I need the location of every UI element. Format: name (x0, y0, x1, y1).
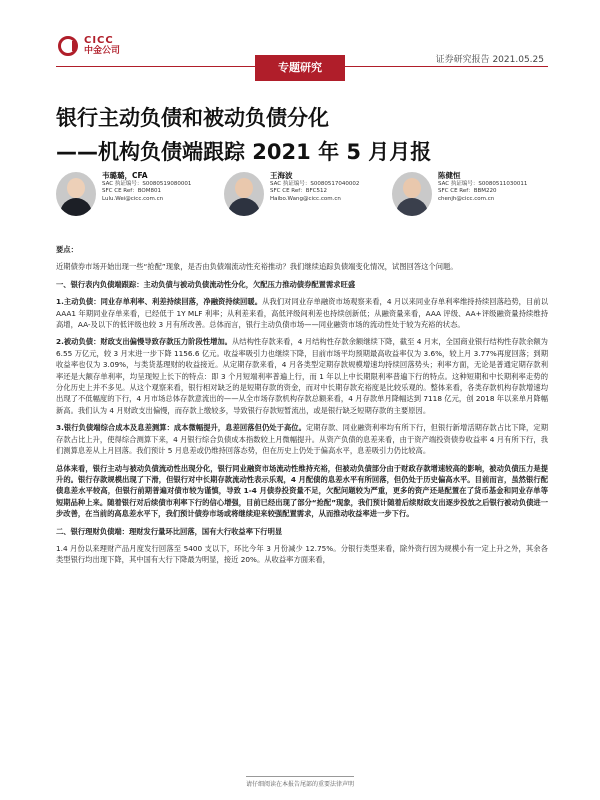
author-sfc: SFC CE Ref：BOM801 (102, 188, 161, 194)
author-photo (56, 172, 96, 216)
paragraph-text: 定期存款、同业融资利率均有所下行，但银行新增活期存款占比下降，定期存款占比上升，使得综合测算下来，4 月银行综合负债成本指数较上月微幅提升。从资产负债的息差来看，由于资产端投资债券收益率 4 月有所下行，我们测算息差从上月回落。我们预计 5 月息差或仍维持回落态势，但在历史上仍处于偏高水平，息差吸引力仍比较高。 (56, 423, 548, 456)
key-points-label: 要点： (56, 245, 78, 254)
cicc-logo-icon (58, 36, 78, 56)
paragraph-lead: 1.主动负债：同业存单利率、利差持续回落，净融资持续回暖。 (56, 297, 263, 307)
author-name: 王海波 (270, 171, 293, 180)
paragraph-passive-liability (56, 336, 548, 416)
author-photo (392, 172, 432, 216)
author-sac: SAC 执证编号：S0080511030011 (438, 180, 528, 187)
author-email[interactable]: chenjh@cicc.com.cn (438, 195, 495, 202)
report-title-line2: ——机构负债端跟踪 2021 年 5 月月报 (56, 140, 432, 164)
paragraph-lead: 2.被动负债：财政支出偏慢导致存款压力阶段性增加。 (56, 337, 232, 347)
paragraph-cost-spread (56, 422, 548, 456)
paragraph-text: 从结构性存款来看，4 月结构性存款余额继续下降，截至 4 月末，全国商业银行结构性存款余额为 6.55 万亿元，较 3 月末进一步下降 1156.6 亿元。收益率吸引力也继续下降，目前市场平均预期最高收益率仅为 3.6%，较上月 3.77%再度回落；到期收益率也仅为 3.09%，与类货基理财的收益接近。从定期存款来看，4 月各类型定期存款规模增速均持续回落势头；利率方面，无论是普通定期存款利率还是大额存单利率，均呈现短上长下的特点：即 3 个月短端利率普遍上行，而 1 年以上中长期限利率普遍下行的特点。这种短期和中长期利率走势的分化历史上并不多见。从这个观察来看，银行相对缺乏的是短期存款的资金，而对中长期存款充裕度是比较乐观的。整体来看，各类存款机构存款增速均出现了不低幅度的下行，4 月市场总体存款意流出的——从全市场存款机构存款总额来看，4 月存款单月降幅达到 7118 亿元，创 2018 年以来单月降幅新高。我们认为 4 月财政支出偏慢，而存款上缴较多，导致银行存款短暂流出，或是银行缺乏短期存款的主要原因。 (56, 337, 548, 415)
footer-text: 请仔细阅读在本报告尾部的重要法律声明 (246, 776, 354, 788)
report-category-tag: 专题研究 (255, 55, 345, 81)
author-name: 韦璐璐，CFA (102, 171, 148, 180)
author-name: 陈健恒 (438, 171, 461, 180)
report-body (56, 244, 548, 572)
author-sfc: SFC CE Ref：BBM220 (438, 188, 497, 194)
logo-en: CICC (84, 35, 114, 46)
section-2-heading: 二、银行理财负债端：理财发行量环比回落，国有大行收益率下行明显 (56, 526, 283, 536)
report-type-date: 证券研究报告 2021.05.25 (435, 55, 544, 65)
legal-disclaimer-footer (0, 776, 600, 788)
intro-paragraph: 近期债券市场开始出现一些“抢配”现象，是否由负债端流动性充裕推动？我们继续追踪负债端变化情况，试图回答这个问题。 (56, 262, 458, 272)
logo-cn: 中金公司 (84, 46, 121, 56)
section-1-heading: 一、银行表内负债端跟踪：主动负债与被动负债流动性分化，欠配压力推动债券配置需求旺盛 (56, 279, 356, 289)
author-sac: SAC 执证编号：S0080519080001 (102, 180, 192, 187)
author-sfc: SFC CE Ref：BFC512 (270, 188, 327, 194)
author-sac: SAC 执证编号：S0080517040002 (270, 180, 360, 187)
author-email[interactable]: Haibo.Wang@cicc.com.cn (270, 195, 341, 202)
paragraph-lead: 3.银行负债端综合成本及息差测算：成本微幅提升，息差回落但仍处于高位。 (56, 423, 306, 433)
paragraph-wealth-management: 1.4 月份以来理财产品月度发行回落至 5400 支以下，环比今年 3 月份减少 12.75%。分银行类型来看，除外资行因为规模小有一定上升之外，其余各类型银行均出现下降，其中国有大行下降最为明显，接近 20%。从收益率方面来看， (56, 543, 548, 565)
cicc-logo (58, 35, 120, 57)
paragraph-summary: 总体来看，银行主动与被动负债流动性出现分化，银行同业融资市场流动性维持充裕，但被动负债部分由于财政存款增速较高的影响，被动负债压力是提升的。银行存款规模出现了下滑，但银行对中长期存款流动性表示乐观，4 月配债的息差水平有所回落，但仍处于历史偏高水平。目前而言，虽然银行配债息差水平较高，但银行前期普遍对债市较为谨慎，导致 1-4 月债券投资量不足，欠配问题较为严重，更多的资产还是配置在了货币基金和同业存单等短期品种上来。随着银行对后续债市利率下行的信心增强，目前已经出现了部分“抢配”现象，我们预计随着后续财政支出逐步投放之后银行被动负债进一步改善，在当前的高息差水平下，我们预计债券市场或将继续迎来较强配置需求，从而推动收益率进一步下行。 (56, 463, 548, 519)
paragraph-text: 从我们对同业存单融资市场观察来看，4 月以来同业存单利率维持持续回落趋势，目前以 AAA1 年期同业存单来看，已经低于 1Y MLF 利率；从利差来看，高低评级间利差也持续创新低；从融资量来看，AAA 评级、AA+评级融资量持续维持高增，AA-及以下的低评级也较 3 月有所改善。总体而言，银行主动负债市场——同业融资市场的流动性处于较为充裕的状态。 (56, 297, 548, 330)
author-photo (224, 172, 264, 216)
report-title-line1: 银行主动负债和被动负债分化 (56, 106, 329, 130)
author-email[interactable]: Lulu.Wei@cicc.com.cn (102, 195, 164, 202)
paragraph-active-liability (56, 296, 548, 330)
